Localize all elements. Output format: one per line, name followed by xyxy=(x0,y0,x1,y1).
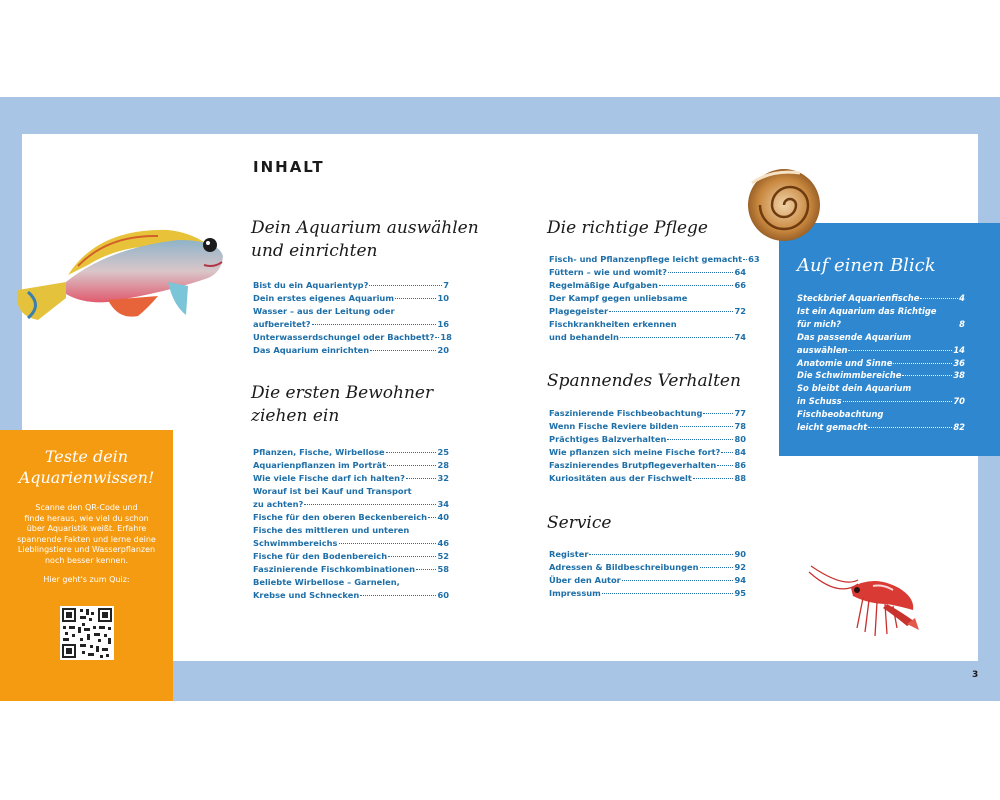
toc-entry[interactable]: Unterwasserdschungel oder Bachbett? 18 xyxy=(253,332,452,342)
overview-entry[interactable]: leicht gemacht 82 xyxy=(797,422,965,433)
overview-entry-first-line[interactable]: Ist ein Aquarium das Richtige xyxy=(797,305,937,316)
toc-entry[interactable]: Schwimmbereichs 46 xyxy=(253,538,449,548)
overview-entry[interactable]: für mich? 8 xyxy=(797,318,965,329)
toc-entry-first-line[interactable]: Wasser – aus der Leitung oder xyxy=(253,306,395,316)
shrimp-image xyxy=(803,558,923,652)
toc-entry[interactable]: Fisch- und Pflanzenpflege leicht gemacht 63 xyxy=(549,254,760,264)
toc-entry[interactable]: Faszinierende Fischkombinationen 58 xyxy=(253,564,449,574)
toc-entry[interactable]: Pflanzen, Fische, Wirbellose 25 xyxy=(253,447,449,457)
toc-entry[interactable]: Wie viele Fische darf ich halten? 32 xyxy=(253,473,449,483)
toc-entry[interactable]: zu achten? 34 xyxy=(253,499,449,509)
overview-entry[interactable]: in Schuss 70 xyxy=(797,396,965,407)
toc-entry[interactable]: Bist du ein Aquarientyp? 7 xyxy=(253,280,449,290)
page-number: 3 xyxy=(972,670,979,680)
overview-entry[interactable]: Steckbrief Aquarienfische 4 xyxy=(797,293,965,303)
toc-entry[interactable]: Adressen & Bildbeschreibungen 92 xyxy=(549,562,746,572)
overview-entry-first-line[interactable]: Fischbeobachtung xyxy=(797,409,884,420)
toc-entry[interactable]: Über den Autor 94 xyxy=(549,575,746,585)
page-title: INHALT xyxy=(253,158,325,176)
qr-code-icon[interactable] xyxy=(60,606,114,660)
toc-list-inhabitants xyxy=(253,446,449,602)
toc-entry[interactable]: Faszinierendes Brutpflegeverhalten 86 xyxy=(549,460,746,470)
toc-entry-first-line[interactable]: Der Kampf gegen unliebsame xyxy=(549,293,688,303)
toc-entry[interactable]: Das Aquarium einrichten 20 xyxy=(253,345,449,355)
toc-entry-first-line[interactable]: Fische des mittleren und unteren xyxy=(253,525,410,535)
toc-list-behaviour xyxy=(549,407,746,485)
toc-entry[interactable]: Prächtiges Balzverhalten 80 xyxy=(549,434,746,444)
toc-entry[interactable]: Dein erstes eigenes Aquarium 10 xyxy=(253,293,449,303)
toc-entry[interactable]: Register 90 xyxy=(549,549,746,559)
toc-entry[interactable]: aufbereitet? 16 xyxy=(253,319,449,329)
toc-entry-first-line[interactable]: Fischkrankheiten erkennen xyxy=(549,319,677,329)
toc-list-aquarium xyxy=(253,279,452,357)
toc-entry[interactable]: Füttern – wie und womit? 64 xyxy=(549,267,746,277)
overview-title: Auf einen Blick xyxy=(797,255,936,276)
section-heading-care: Die richtige Pflege xyxy=(547,218,708,238)
toc-entry[interactable]: Kuriositäten aus der Fischwelt 88 xyxy=(549,473,746,483)
quiz-title: Teste dein Aquarienwissen! xyxy=(18,447,155,487)
toc-entry[interactable]: Wenn Fische Reviere bilden 78 xyxy=(549,421,746,431)
quiz-cta: Hier geht's zum Quiz: xyxy=(43,575,130,584)
quiz-box xyxy=(0,430,173,701)
toc-entry[interactable]: Regelmäßige Aufgaben 66 xyxy=(549,280,746,290)
overview-entry[interactable]: Anatomie und Sinne 36 xyxy=(797,357,965,368)
section-heading-behaviour: Spannendes Verhalten xyxy=(547,371,741,391)
snail-shell-image xyxy=(742,165,822,251)
toc-entry[interactable]: Plagegeister 72 xyxy=(549,306,746,316)
fish-image xyxy=(8,220,233,349)
overview-entry[interactable]: Die Schwimmbereiche 38 xyxy=(797,370,965,381)
overview-entry-first-line[interactable]: Das passende Aquarium xyxy=(797,331,912,342)
section-heading-service: Service xyxy=(547,513,612,533)
overview-list xyxy=(797,292,965,434)
overview-entry[interactable]: auswählen 14 xyxy=(797,344,965,355)
quiz-description: Scanne den QR-Code und finde heraus, wie viel du schon über Aquaristik weißt. Erfahre spannende Fakten und lerne deine Lieblingstiere und Wasserpflanzen noch besser kennen. xyxy=(17,503,156,565)
toc-list-care xyxy=(549,253,760,344)
toc-entry-first-line[interactable]: Worauf ist bei Kauf und Transport xyxy=(253,486,412,496)
toc-list-service xyxy=(549,548,746,600)
toc-entry[interactable]: Faszinierende Fischbeobachtung 77 xyxy=(549,408,746,418)
toc-entry[interactable]: Aquarienpflanzen im Porträt 28 xyxy=(253,460,449,470)
toc-entry[interactable]: Impressum 95 xyxy=(549,588,746,598)
toc-entry[interactable]: und behandeln 74 xyxy=(549,332,746,342)
toc-entry[interactable]: Fische für den Bodenbereich 52 xyxy=(253,551,449,561)
toc-entry[interactable]: Fische für den oberen Beckenbereich 40 xyxy=(253,512,449,522)
section-heading-aquarium: Dein Aquarium auswählen und einrichten xyxy=(251,218,479,261)
toc-entry[interactable]: Wie pflanzen sich meine Fische fort? 84 xyxy=(549,447,746,457)
toc-entry-first-line[interactable]: Beliebte Wirbellose – Garnelen, xyxy=(253,577,400,587)
overview-entry-first-line[interactable]: So bleibt dein Aquarium xyxy=(797,383,912,394)
section-heading-inhabitants: Die ersten Bewohner ziehen ein xyxy=(251,383,434,426)
toc-entry[interactable]: Krebse und Schnecken 60 xyxy=(253,590,449,600)
